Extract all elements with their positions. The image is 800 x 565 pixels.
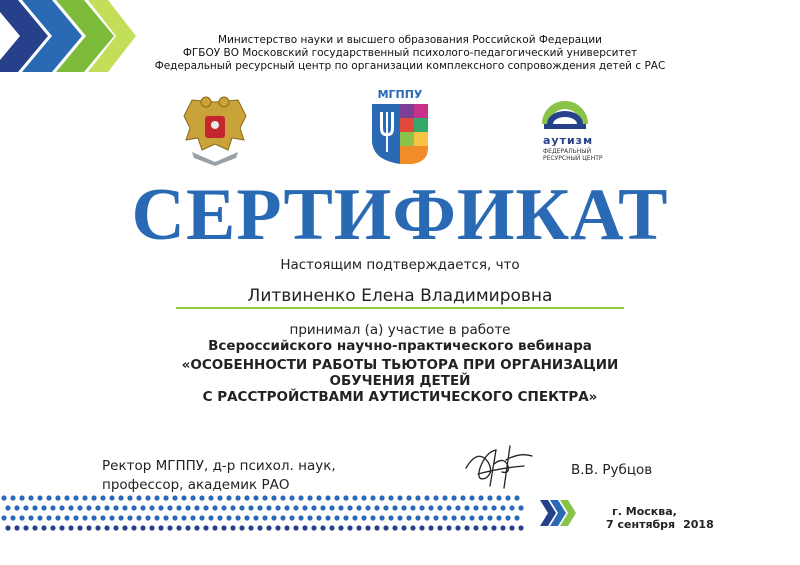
decor-dot — [163, 515, 168, 520]
autism-subtitle-line2: РЕСУРСНЫЙ ЦЕНТР — [543, 155, 603, 162]
decor-dot — [82, 515, 87, 520]
decor-dot — [190, 495, 195, 500]
decor-dot — [496, 515, 501, 520]
decor-dot — [500, 525, 505, 530]
decor-dot — [82, 495, 87, 500]
decor-dot — [451, 515, 456, 520]
decor-dot — [460, 515, 465, 520]
decor-dot — [217, 515, 222, 520]
decor-dot — [194, 525, 199, 530]
decor-dot — [37, 515, 42, 520]
decor-dot — [73, 515, 78, 520]
name-underline — [176, 307, 624, 309]
decor-dot — [181, 495, 186, 500]
decor-dot — [320, 505, 325, 510]
decor-dot — [68, 505, 73, 510]
decor-dot — [347, 525, 352, 530]
decor-dot — [86, 525, 91, 530]
decor-dot — [100, 495, 105, 500]
decor-dot — [446, 505, 451, 510]
event-topic — [0, 357, 800, 405]
decor-dot — [415, 515, 420, 520]
decor-dot — [419, 505, 424, 510]
issue-city: г. Москва, — [612, 505, 677, 518]
decor-dot — [383, 525, 388, 530]
decor-dot — [158, 525, 163, 530]
decor-dot — [473, 505, 478, 510]
decor-dot — [482, 525, 487, 530]
decor-dot — [293, 525, 298, 530]
decor-dot — [221, 525, 226, 530]
decor-dot — [442, 515, 447, 520]
decor-dot — [77, 505, 82, 510]
decor-dot — [356, 505, 361, 510]
decor-dot — [284, 525, 289, 530]
decor-dot — [136, 495, 141, 500]
decor-dot — [145, 515, 150, 520]
decor-dot — [320, 525, 325, 530]
decor-dot — [244, 495, 249, 500]
decor-dot — [194, 505, 199, 510]
certificate-title: СЕРТИФИКАТ — [131, 174, 669, 256]
autism-logo-label: аутизм — [543, 134, 594, 147]
decor-dot — [509, 505, 514, 510]
decor-dot — [388, 515, 393, 520]
decor-dot — [203, 525, 208, 530]
decor-dot — [433, 495, 438, 500]
decor-dot — [239, 505, 244, 510]
decor-dot — [10, 515, 15, 520]
decor-dot — [289, 495, 294, 500]
decor-dot — [37, 495, 42, 500]
decor-dot — [158, 505, 163, 510]
decor-dot — [226, 515, 231, 520]
autism-logo-subtitle — [543, 148, 603, 162]
decor-dot — [302, 505, 307, 510]
decor-dot — [32, 525, 37, 530]
decor-dot — [235, 495, 240, 500]
decor-dot — [91, 495, 96, 500]
decor-dot — [415, 495, 420, 500]
decor-dot — [199, 515, 204, 520]
decor-dot — [104, 525, 109, 530]
decor-dot — [109, 515, 114, 520]
decor-dot — [410, 505, 415, 510]
decor-dot — [352, 515, 357, 520]
decor-dot — [253, 495, 258, 500]
decor-dot — [352, 495, 357, 500]
decor-dot — [109, 495, 114, 500]
decor-dot — [514, 515, 519, 520]
decor-dot — [23, 505, 28, 510]
decor-dot — [338, 505, 343, 510]
mgppu-logo-icon — [372, 104, 428, 164]
decor-dot — [118, 515, 123, 520]
decor-dot — [41, 505, 46, 510]
decor-dot — [149, 505, 154, 510]
issuer-header — [140, 34, 680, 73]
decor-dot — [95, 525, 100, 530]
decor-dot — [176, 505, 181, 510]
decor-dot — [262, 495, 267, 500]
decor-dot — [307, 495, 312, 500]
confirm-text: Настоящим подтверждается, что — [280, 257, 520, 273]
decor-dot — [446, 525, 451, 530]
decor-dot — [473, 525, 478, 530]
decor-dot — [235, 515, 240, 520]
decor-dot — [442, 495, 447, 500]
decor-dot — [428, 525, 433, 530]
decor-dot — [379, 515, 384, 520]
decor-dot — [185, 505, 190, 510]
decor-dot — [464, 505, 469, 510]
decor-dot — [316, 495, 321, 500]
decor-dot — [356, 525, 361, 530]
decor-dot — [361, 515, 366, 520]
header-resource-center: Федеральный ресурсный центр по организации комплексного сопровождения детей с РАС — [154, 60, 666, 72]
recipient-name: Литвиненко Елена Владимировна — [247, 286, 553, 306]
decor-dot — [140, 505, 145, 510]
decor-dot — [500, 505, 505, 510]
decor-dot — [298, 495, 303, 500]
decor-dot — [248, 525, 253, 530]
decor-dot — [167, 525, 172, 530]
decor-dot — [397, 515, 402, 520]
decor-dot — [275, 525, 280, 530]
decor-dot — [365, 505, 370, 510]
decor-dot — [424, 495, 429, 500]
decor-dot — [437, 525, 442, 530]
decor-dot — [50, 505, 55, 510]
decor-dot — [271, 495, 276, 500]
decor-dot — [73, 495, 78, 500]
decor-dot — [280, 515, 285, 520]
decor-dot — [370, 495, 375, 500]
decor-dot — [311, 505, 316, 510]
issue-date — [606, 505, 714, 531]
decor-dot — [55, 515, 60, 520]
decor-dot — [131, 525, 136, 530]
decor-dot — [487, 515, 492, 520]
decor-dot — [136, 515, 141, 520]
decor-dot — [14, 525, 19, 530]
decor-dot — [95, 505, 100, 510]
signatory-name: В.В. Рубцов — [571, 462, 653, 478]
decor-dot — [23, 525, 28, 530]
dot-pattern-decoration — [0, 494, 525, 534]
decor-dot — [460, 495, 465, 500]
decor-dot — [406, 495, 411, 500]
handwritten-signature-icon — [460, 438, 540, 492]
coat-of-arms-icon — [180, 92, 250, 168]
decor-dot — [401, 525, 406, 530]
topic-line-3: С РАССТРОЙСТВАМИ АУТИСТИЧЕСКОГО СПЕКТРА» — [202, 389, 598, 405]
decor-dot — [491, 505, 496, 510]
decor-dot — [131, 505, 136, 510]
decor-dot — [14, 505, 19, 510]
decor-dot — [482, 505, 487, 510]
decor-dot — [1, 515, 6, 520]
decor-dot — [55, 495, 60, 500]
decor-dot — [428, 505, 433, 510]
decor-dot — [437, 505, 442, 510]
decor-dot — [230, 525, 235, 530]
decor-dot — [343, 495, 348, 500]
decor-dot — [496, 495, 501, 500]
decor-dot — [406, 515, 411, 520]
decor-dot — [275, 505, 280, 510]
decor-dot — [478, 495, 483, 500]
decor-dot — [505, 495, 510, 500]
decor-dot — [203, 505, 208, 510]
decor-dot — [100, 515, 105, 520]
decor-dot — [397, 495, 402, 500]
decor-dot — [208, 515, 213, 520]
decor-dot — [392, 525, 397, 530]
decor-dot — [410, 525, 415, 530]
decor-dot — [64, 495, 69, 500]
participation-text: принимал (а) участие в работе — [289, 322, 511, 338]
decor-dot — [379, 495, 384, 500]
decor-dot — [514, 495, 519, 500]
decor-dot — [226, 495, 231, 500]
decor-dot — [32, 505, 37, 510]
decor-dot — [347, 505, 352, 510]
autism-subtitle-line1: ФЕДЕРАЛЬНЫЙ — [543, 148, 592, 155]
decor-dot — [419, 525, 424, 530]
decor-dot — [257, 525, 262, 530]
decor-dot — [383, 505, 388, 510]
decor-dot — [113, 525, 118, 530]
decor-dot — [374, 525, 379, 530]
topic-line-1: «ОСОБЕННОСТИ РАБОТЫ ТЬЮТОРА ПРИ ОРГАНИЗАЦИИ — [181, 357, 619, 373]
signatory-position — [102, 457, 336, 495]
chevron-decoration-icon — [0, 0, 140, 78]
decor-dot — [491, 525, 496, 530]
position-line-1: Ректор МГППУ, д-р психол. наук, — [102, 458, 336, 474]
issue-day: 7 сентября — [606, 518, 676, 531]
decor-dot — [253, 515, 258, 520]
decor-dot — [28, 495, 33, 500]
decor-dot — [334, 495, 339, 500]
decor-dot — [122, 525, 127, 530]
decor-dot — [239, 525, 244, 530]
decor-dot — [68, 525, 73, 530]
decor-dot — [217, 495, 222, 500]
event-name: Всероссийского научно-практического вебинара — [208, 338, 592, 354]
decor-dot — [289, 515, 294, 520]
decor-dot — [230, 505, 235, 510]
decor-dot — [325, 515, 330, 520]
decor-dot — [149, 525, 154, 530]
decor-dot — [271, 515, 276, 520]
position-line-2: профессор, академик РАО — [102, 477, 290, 493]
decor-dot — [104, 505, 109, 510]
decor-dot — [469, 515, 474, 520]
topic-line-2: ОБУЧЕНИЯ ДЕТЕЙ — [329, 373, 471, 389]
decor-dot — [59, 525, 64, 530]
decor-dot — [469, 495, 474, 500]
decor-dot — [118, 495, 123, 500]
decor-dot — [185, 525, 190, 530]
decor-dot — [478, 515, 483, 520]
decor-dot — [46, 495, 51, 500]
decor-dot — [50, 525, 55, 530]
decor-dot — [127, 515, 132, 520]
decor-dot — [262, 515, 267, 520]
decor-dot — [41, 525, 46, 530]
decor-dot — [325, 495, 330, 500]
decor-dot — [91, 515, 96, 520]
decor-dot — [329, 505, 334, 510]
decor-dot — [266, 525, 271, 530]
small-chevrons-icon — [540, 500, 580, 526]
decor-dot — [509, 525, 514, 530]
decor-dot — [455, 525, 460, 530]
decor-dot — [343, 515, 348, 520]
decor-dot — [190, 515, 195, 520]
decor-dot — [127, 495, 132, 500]
decor-dot — [365, 525, 370, 530]
decor-dot — [374, 505, 379, 510]
decor-dot — [181, 515, 186, 520]
decor-dot — [5, 505, 10, 510]
decor-dot — [10, 495, 15, 500]
decor-dot — [212, 525, 217, 530]
decor-dot — [140, 525, 145, 530]
decor-dot — [248, 505, 253, 510]
decor-dot — [244, 515, 249, 520]
decor-dot — [19, 515, 24, 520]
decor-dot — [505, 515, 510, 520]
decor-dot — [329, 525, 334, 530]
decor-dot — [487, 495, 492, 500]
decor-dot — [307, 515, 312, 520]
decor-dot — [392, 505, 397, 510]
decor-dot — [455, 505, 460, 510]
decor-dot — [28, 515, 33, 520]
decor-dot — [293, 505, 298, 510]
decor-dot — [1, 495, 6, 500]
decor-dot — [59, 505, 64, 510]
decor-dot — [518, 505, 523, 510]
autism-center-logo-icon — [540, 94, 590, 134]
decor-dot — [298, 515, 303, 520]
mgppu-logo-label: МГППУ — [377, 88, 423, 101]
decor-dot — [64, 515, 69, 520]
decor-dot — [518, 525, 523, 530]
decor-dot — [401, 505, 406, 510]
decor-dot — [122, 505, 127, 510]
decor-dot — [5, 525, 10, 530]
decor-dot — [302, 525, 307, 530]
decor-dot — [113, 505, 118, 510]
decor-dot — [19, 495, 24, 500]
decor-dot — [311, 525, 316, 530]
decor-dot — [284, 505, 289, 510]
decor-dot — [370, 515, 375, 520]
decor-dot — [145, 495, 150, 500]
decor-dot — [257, 505, 262, 510]
decor-dot — [361, 495, 366, 500]
decor-dot — [464, 525, 469, 530]
header-ministry: Министерство науки и высшего образования Российской Федерации — [218, 34, 602, 46]
decor-dot — [212, 505, 217, 510]
decor-dot — [424, 515, 429, 520]
decor-dot — [221, 505, 226, 510]
decor-dot — [451, 495, 456, 500]
decor-dot — [334, 515, 339, 520]
decor-dot — [77, 525, 82, 530]
issue-year: 2018 — [683, 518, 714, 531]
decor-dot — [316, 515, 321, 520]
decor-dot — [46, 515, 51, 520]
decor-dot — [172, 495, 177, 500]
decor-dot — [172, 515, 177, 520]
decor-dot — [280, 495, 285, 500]
decor-dot — [208, 495, 213, 500]
decor-dot — [154, 495, 159, 500]
decor-dot — [199, 495, 204, 500]
decor-dot — [163, 495, 168, 500]
decor-dot — [433, 515, 438, 520]
header-university: ФГБОУ ВО Московский государственный психолого-педагогический университет — [182, 47, 638, 59]
decor-dot — [167, 505, 172, 510]
decor-dot — [338, 525, 343, 530]
decor-dot — [86, 505, 91, 510]
decor-dot — [154, 515, 159, 520]
decor-dot — [388, 495, 393, 500]
decor-dot — [266, 505, 271, 510]
decor-dot — [176, 525, 181, 530]
